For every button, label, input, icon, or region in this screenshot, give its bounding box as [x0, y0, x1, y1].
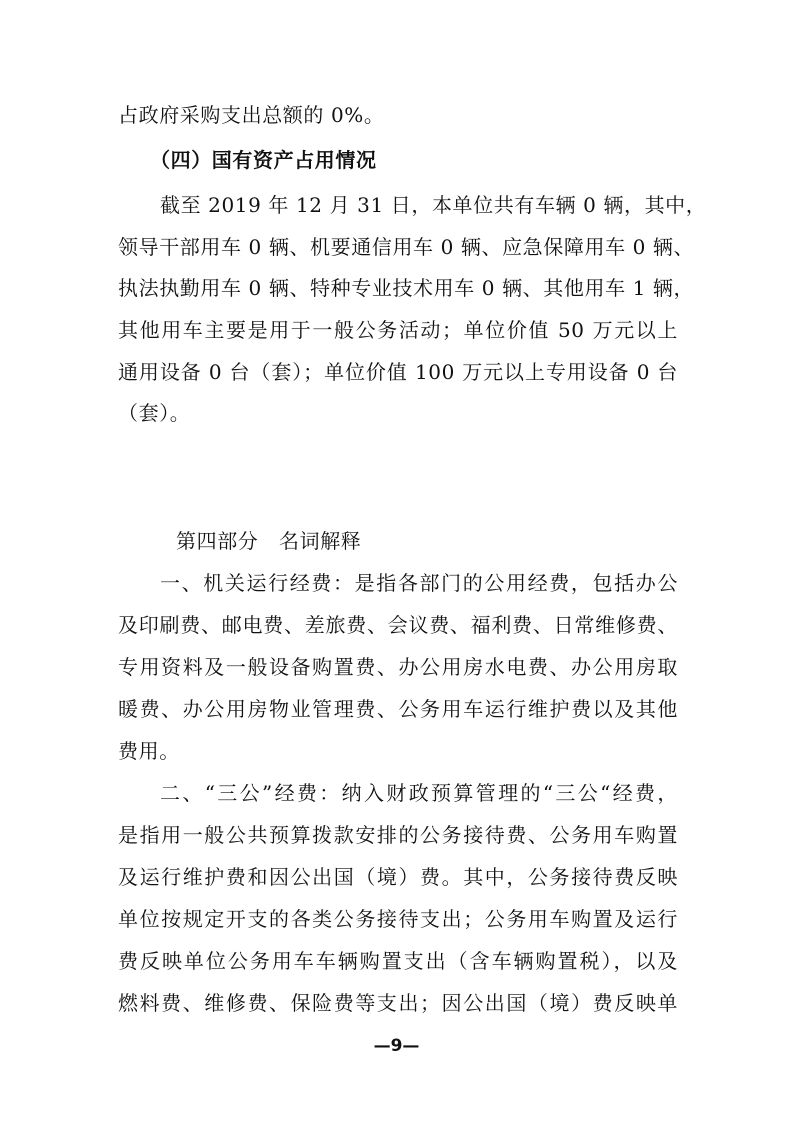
- page-number: —9—: [373, 1036, 420, 1056]
- term2-line: 二、“三公”经费：纳入财政预算管理的“三公“经费，: [160, 781, 678, 805]
- term1-line: 暖费、办公用房物业管理费、公务用车运行维护费以及其他: [118, 697, 678, 721]
- term1-line: 一、机关运行经费：是指各部门的公用经费，包括办公: [160, 571, 678, 595]
- term2-line: 燃料费、维修费、保险费等支出；因公出国（境）费反映单: [118, 991, 678, 1015]
- term2-line: 是指用一般公共预算拨款安排的公务接待费、公务用车购置: [118, 823, 678, 847]
- assets-paragraph-line: 执法执勤用车 0 辆、特种专业技术用车 0 辆、其他用车 1 辆，: [118, 276, 695, 300]
- term1-line: 费用。: [118, 739, 180, 763]
- assets-paragraph-line: （套）。: [118, 401, 191, 425]
- continuation-line: 占政府采购支出总额的 0%。: [118, 103, 385, 127]
- assets-paragraph-line: 截至 2019 年 12 月 31 日，本单位共有车辆 0 辆，其中，: [160, 193, 707, 217]
- term2-line: 费反映单位公务用车车辆购置支出（含车辆购置税），以及: [118, 949, 678, 973]
- term1-line: 及印刷费、邮电费、差旅费、会议费、福利费、日常维修费、: [118, 613, 678, 637]
- section-heading-assets: （四）国有资产占用情况: [150, 148, 377, 172]
- term2-line: 单位按规定开支的各类公务接待支出；公务用车购置及运行: [118, 907, 678, 931]
- term1-line: 专用资料及一般设备购置费、办公用房水电费、办公用房取: [118, 655, 678, 679]
- assets-paragraph-line: 通用设备 0 台（套）；单位价值 100 万元以上专用设备 0 台: [118, 360, 678, 384]
- assets-paragraph-line: 领导干部用车 0 辆、机要通信用车 0 辆、应急保障用车 0 辆、: [118, 235, 695, 259]
- term2-line: 及运行维护费和因公出国（境）费。其中，公务接待费反映: [118, 865, 678, 889]
- assets-paragraph-line: 其他用车主要是用于一般公务活动；单位价值 50 万元以上: [118, 318, 678, 342]
- section-heading-terms: 第四部分 名词解释: [176, 529, 362, 553]
